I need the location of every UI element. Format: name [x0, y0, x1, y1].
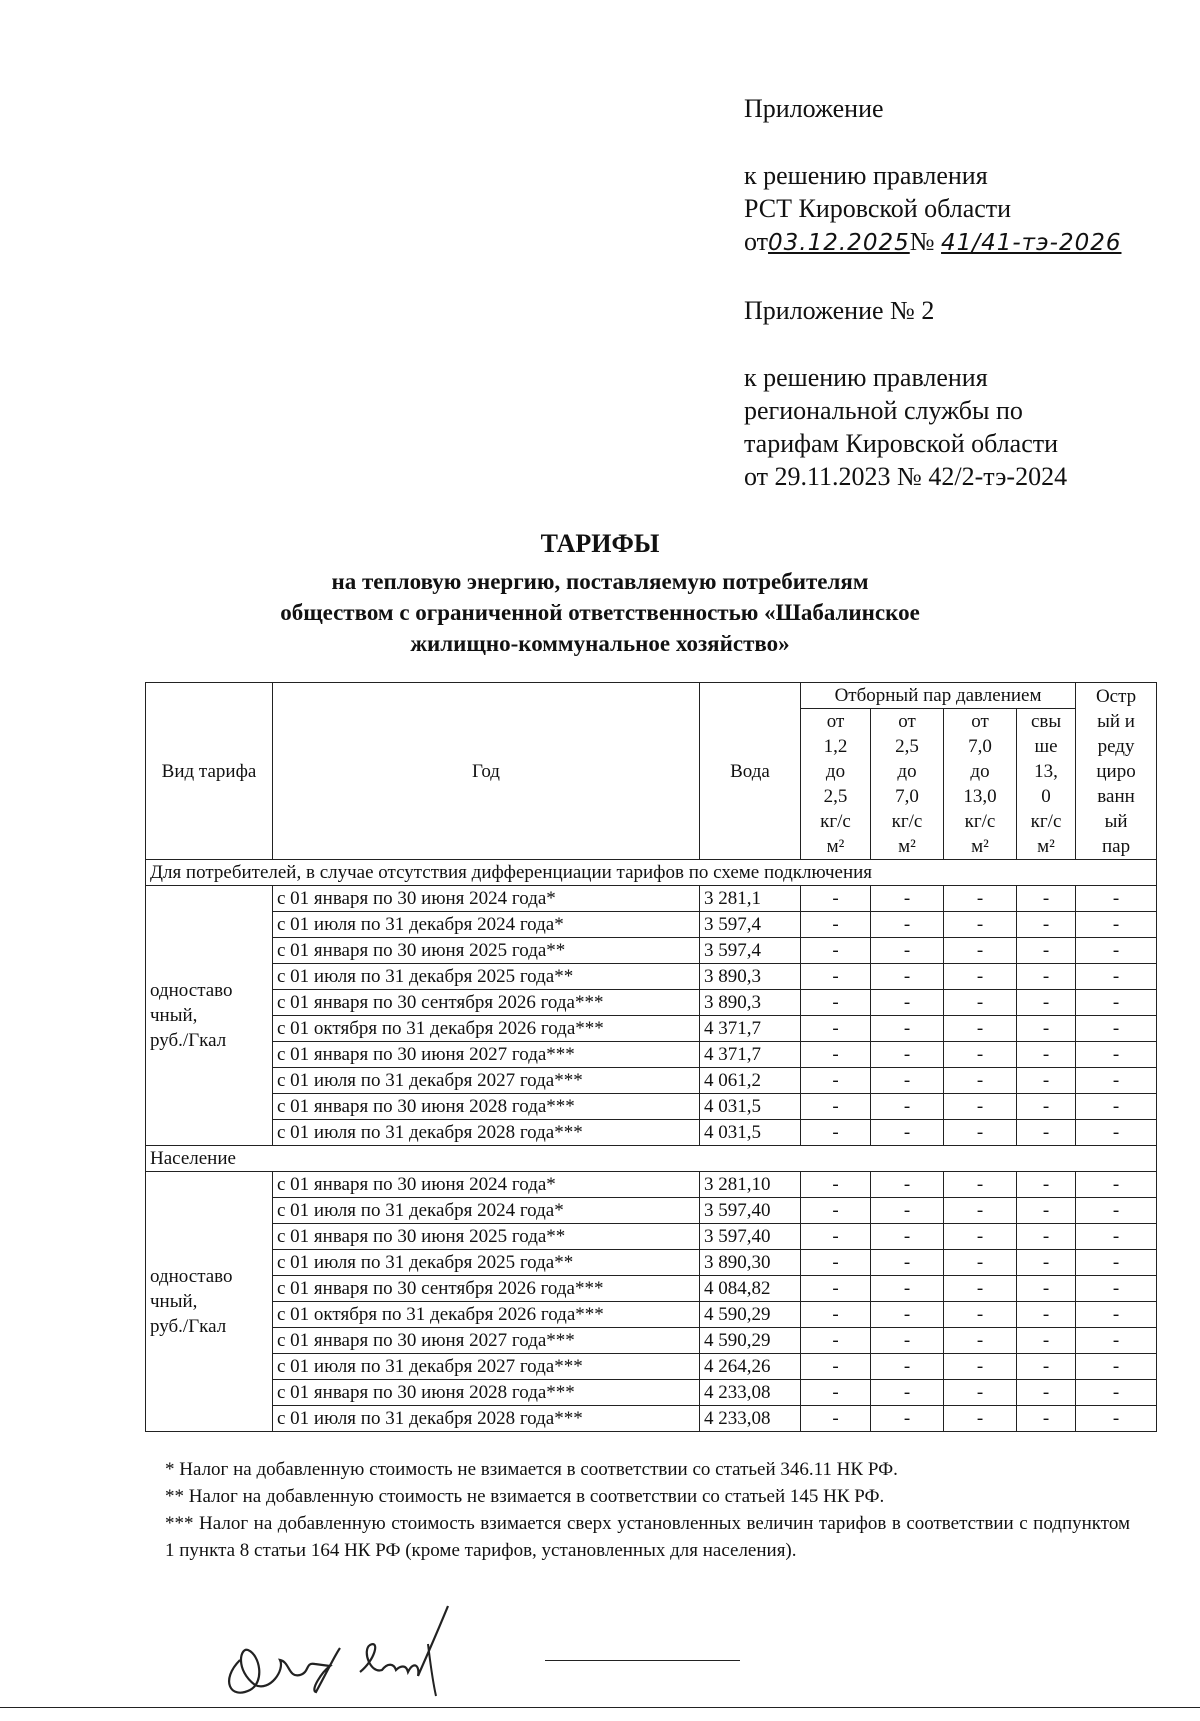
steam-tariff-cell: - — [801, 912, 871, 938]
cell-line: Остр — [1095, 685, 1137, 707]
annex-number-sign: № — [909, 227, 935, 256]
water-tariff-cell: 4 031,5 — [700, 1120, 801, 1146]
water-tariff-cell: 4 590,29 — [700, 1302, 801, 1328]
steam-tariff-cell: - — [1076, 1120, 1157, 1146]
water-tariff-cell: 4 371,7 — [700, 1016, 801, 1042]
steam-tariff-cell: - — [871, 1276, 944, 1302]
steam-tariff-cell: - — [1017, 1094, 1076, 1120]
annex2-decision-line: к решению правления — [744, 363, 988, 392]
footnote-1: * Налог на добавленную стоимость не взимается в соответствии со статьей 346.11 НК РФ. — [165, 1459, 898, 1480]
document-title — [180, 526, 1020, 659]
table-row — [146, 1354, 1157, 1380]
cell-line: одноставо — [150, 980, 233, 1001]
table-row — [146, 1198, 1157, 1224]
period-cell: с 01 октября по 31 декабря 2026 года*** — [273, 1302, 700, 1328]
period-cell: с 01 января по 30 сентября 2026 года*** — [273, 990, 700, 1016]
page-bottom-rule — [0, 1707, 1200, 1708]
cell-line: м² — [826, 836, 845, 857]
steam-tariff-cell: - — [944, 912, 1017, 938]
steam-tariff-cell: - — [944, 1016, 1017, 1042]
cell-line: чный, — [150, 1005, 198, 1026]
cell-line: от — [826, 711, 845, 732]
steam-tariff-cell: - — [944, 1094, 1017, 1120]
steam-tariff-cell: - — [871, 990, 944, 1016]
steam-tariff-cell: - — [871, 1068, 944, 1094]
water-tariff-cell: 3 890,30 — [700, 1250, 801, 1276]
table-row — [146, 990, 1157, 1016]
cell-line: ванн — [1097, 785, 1135, 807]
steam-tariff-cell: - — [801, 1094, 871, 1120]
steam-tariff-cell: - — [871, 938, 944, 964]
steam-tariff-cell: - — [944, 1198, 1017, 1224]
steam-tariff-cell: - — [801, 1354, 871, 1380]
table-row — [146, 1042, 1157, 1068]
steam-tariff-cell: - — [944, 1380, 1017, 1406]
steam-tariff-cell: - — [1017, 1380, 1076, 1406]
period-cell: с 01 июля по 31 декабря 2027 года*** — [273, 1068, 700, 1094]
tariff-kind — [146, 886, 273, 1146]
water-tariff-cell: 3 597,4 — [700, 912, 801, 938]
steam-tariff-cell: - — [1076, 1276, 1157, 1302]
signature-image — [210, 1600, 510, 1710]
table-row — [146, 1250, 1157, 1276]
period-cell: с 01 января по 30 июня 2028 года*** — [273, 1380, 700, 1406]
steam-tariff-cell: - — [801, 1198, 871, 1224]
period-cell: с 01 июля по 31 декабря 2024 года* — [273, 1198, 700, 1224]
period-cell: с 01 октября по 31 декабря 2026 года*** — [273, 1016, 700, 1042]
header-year: Год — [273, 683, 700, 860]
annex-title: Приложение — [744, 94, 884, 123]
period-cell: с 01 июля по 31 декабря 2027 года*** — [273, 1354, 700, 1380]
steam-tariff-cell: - — [801, 1380, 871, 1406]
period-cell: с 01 января по 30 июня 2024 года* — [273, 886, 700, 912]
water-tariff-cell: 4 061,2 — [700, 1068, 801, 1094]
water-tariff-cell: 4 084,82 — [700, 1276, 801, 1302]
water-tariff-cell: 3 597,40 — [700, 1224, 801, 1250]
water-tariff-cell: 3 281,10 — [700, 1172, 801, 1198]
steam-tariff-cell: - — [1076, 964, 1157, 990]
steam-tariff-cell: - — [1017, 1172, 1076, 1198]
steam-tariff-cell: - — [1076, 1328, 1157, 1354]
table-row — [146, 1328, 1157, 1354]
steam-tariff-cell: - — [944, 1172, 1017, 1198]
annex-authority-line: РСТ Кировской области — [744, 194, 1012, 223]
water-tariff-cell: 3 281,1 — [700, 886, 801, 912]
table-row — [146, 938, 1157, 964]
title-main: ТАРИФЫ — [540, 529, 660, 558]
section-title-row — [146, 860, 1157, 886]
cell-line: 7,0 — [968, 736, 992, 757]
water-tariff-cell: 3 597,4 — [700, 938, 801, 964]
water-tariff-cell: 4 031,5 — [700, 1094, 801, 1120]
steam-tariff-cell: - — [1076, 1094, 1157, 1120]
period-cell: с 01 января по 30 июня 2028 года*** — [273, 1094, 700, 1120]
water-tariff-cell: 3 890,3 — [700, 964, 801, 990]
cell-line: 13, — [1034, 761, 1058, 782]
table-row — [146, 1120, 1157, 1146]
cell-line: свы — [1030, 711, 1062, 732]
table-row — [146, 1276, 1157, 1302]
cell-line: реду — [1097, 735, 1135, 757]
cell-line: м² — [898, 836, 916, 857]
water-tariff-cell: 3 890,3 — [700, 990, 801, 1016]
cell-line: от — [971, 711, 989, 732]
tariff-table — [145, 682, 1157, 1432]
cell-line: м² — [1037, 836, 1055, 857]
steam-tariff-cell: - — [1017, 964, 1076, 990]
steam-tariff-cell: - — [944, 1354, 1017, 1380]
steam-tariff-cell: - — [1017, 938, 1076, 964]
annex2-title: Приложение № 2 — [744, 296, 935, 325]
section-title: Для потребителей, в случае отсутствия дифференциации тарифов по схеме подключения — [146, 860, 1157, 886]
steam-tariff-cell: - — [801, 938, 871, 964]
footnote-3: *** Налог на добавленную стоимость взимается сверх установленных величин тарифов в соответствии с подпунктом 1 пункта 8 статьи 164 НК РФ (кроме тарифов, установленных для населения). — [165, 1513, 1130, 1561]
annex2-date-line: от 29.11.2023 № 42/2-тэ-2024 — [744, 462, 1068, 491]
period-cell: с 01 января по 30 июня 2027 года*** — [273, 1328, 700, 1354]
steam-tariff-cell: - — [1017, 886, 1076, 912]
annex-date-line — [744, 225, 1164, 260]
steam-tariff-cell: - — [871, 1328, 944, 1354]
period-cell: с 01 июля по 31 декабря 2025 года** — [273, 1250, 700, 1276]
steam-tariff-cell: - — [801, 1172, 871, 1198]
title-line-1: на тепловую энергию, поставляемую потребителям — [331, 569, 869, 594]
steam-tariff-cell: - — [801, 1120, 871, 1146]
steam-tariff-cell: - — [801, 1276, 871, 1302]
steam-tariff-cell: - — [871, 1042, 944, 1068]
steam-tariff-cell: - — [944, 1406, 1017, 1432]
steam-tariff-cell: - — [1076, 886, 1157, 912]
steam-tariff-cell: - — [1017, 912, 1076, 938]
water-tariff-cell: 4 264,26 — [700, 1354, 801, 1380]
cell-line: кг/с — [964, 811, 996, 832]
cell-line: до — [897, 761, 917, 782]
steam-tariff-cell: - — [944, 1042, 1017, 1068]
water-tariff-cell: 4 233,08 — [700, 1380, 801, 1406]
steam-tariff-cell: - — [1076, 1380, 1157, 1406]
steam-tariff-cell: - — [801, 1042, 871, 1068]
steam-tariff-cell: - — [801, 1224, 871, 1250]
steam-tariff-cell: - — [801, 1068, 871, 1094]
steam-tariff-cell: - — [871, 1224, 944, 1250]
period-cell: с 01 января по 30 июня 2025 года** — [273, 938, 700, 964]
table-row — [146, 1380, 1157, 1406]
annex-block — [744, 92, 1164, 493]
steam-tariff-cell: - — [1076, 1042, 1157, 1068]
steam-tariff-cell: - — [801, 1406, 871, 1432]
header-sharp-steam — [1076, 683, 1157, 860]
annex2-service-line: региональной службы по — [744, 396, 1023, 425]
steam-tariff-cell: - — [1076, 1068, 1157, 1094]
steam-tariff-cell: - — [1017, 1250, 1076, 1276]
water-tariff-cell: 3 597,40 — [700, 1198, 801, 1224]
cell-line: руб./Гкал — [150, 1316, 227, 1337]
steam-tariff-cell: - — [944, 886, 1017, 912]
water-tariff-cell: 4 233,08 — [700, 1406, 801, 1432]
table-row — [146, 1068, 1157, 1094]
footnotes — [165, 1456, 1130, 1564]
table-row — [146, 886, 1157, 912]
table-row — [146, 1302, 1157, 1328]
title-line-2: обществом с ограниченной ответственностью «Шабалинское — [280, 600, 920, 625]
table-row — [146, 1172, 1157, 1198]
steam-tariff-cell: - — [944, 1276, 1017, 1302]
steam-tariff-cell: - — [871, 1172, 944, 1198]
steam-tariff-cell: - — [1076, 1406, 1157, 1432]
cell-line: 2,5 — [895, 736, 919, 757]
cell-line: до — [825, 761, 846, 782]
steam-tariff-cell: - — [1017, 1276, 1076, 1302]
steam-tariff-cell: - — [944, 938, 1017, 964]
cell-line: до — [970, 761, 990, 782]
header-steam-group: Отборный пар давлением — [801, 683, 1076, 709]
steam-tariff-cell: - — [1076, 1198, 1157, 1224]
steam-tariff-cell: - — [944, 1250, 1017, 1276]
steam-tariff-cell: - — [1076, 990, 1157, 1016]
water-tariff-cell: 4 371,7 — [700, 1042, 801, 1068]
annex2-authority-line: тарифам Кировской области — [744, 429, 1059, 458]
section-title-row — [146, 1146, 1157, 1172]
steam-tariff-cell: - — [1017, 1302, 1076, 1328]
cell-line: 1,2 — [823, 736, 848, 757]
period-cell: с 01 июля по 31 декабря 2025 года** — [273, 964, 700, 990]
period-cell: с 01 июля по 31 декабря 2024 года* — [273, 912, 700, 938]
header-water: Вода — [700, 683, 801, 860]
steam-tariff-cell: - — [1017, 1224, 1076, 1250]
period-cell: с 01 июля по 31 декабря 2028 года*** — [273, 1120, 700, 1146]
steam-tariff-cell: - — [871, 964, 944, 990]
cell-line: 2,5 — [823, 786, 848, 807]
table-row — [146, 964, 1157, 990]
steam-tariff-cell: - — [1076, 938, 1157, 964]
cell-line: чный, — [150, 1291, 198, 1312]
footnote-2: ** Налог на добавленную стоимость не взимается в соответствии со статьей 145 НК РФ. — [165, 1486, 885, 1507]
steam-tariff-cell: - — [1076, 912, 1157, 938]
period-cell: с 01 января по 30 июня 2024 года* — [273, 1172, 700, 1198]
period-cell: с 01 января по 30 июня 2027 года*** — [273, 1042, 700, 1068]
steam-tariff-cell: - — [944, 1068, 1017, 1094]
steam-tariff-cell: - — [871, 1250, 944, 1276]
steam-tariff-cell: - — [801, 1016, 871, 1042]
steam-tariff-cell: - — [1017, 1120, 1076, 1146]
steam-tariff-cell: - — [801, 964, 871, 990]
steam-tariff-cell: - — [1017, 1406, 1076, 1432]
table-row — [146, 1016, 1157, 1042]
cell-line: ый и — [1097, 710, 1135, 732]
steam-tariff-cell: - — [1017, 1042, 1076, 1068]
cell-line: пар — [1101, 835, 1131, 857]
handwritten-date: 03.12.2025 — [768, 230, 910, 256]
water-tariff-cell: 4 590,29 — [700, 1328, 801, 1354]
steam-tariff-cell: - — [944, 1120, 1017, 1146]
cell-line: 0 — [1041, 786, 1051, 807]
handwritten-number: 41/41-тэ-2026 — [941, 230, 1122, 256]
steam-tariff-cell: - — [801, 1328, 871, 1354]
steam-tariff-cell: - — [944, 1224, 1017, 1250]
cell-line: циро — [1096, 760, 1136, 782]
period-cell: с 01 января по 30 июня 2025 года** — [273, 1224, 700, 1250]
steam-tariff-cell: - — [871, 886, 944, 912]
steam-tariff-cell: - — [871, 1120, 944, 1146]
cell-line: кг/с — [1030, 811, 1062, 832]
table-row — [146, 1094, 1157, 1120]
steam-tariff-cell: - — [1017, 1016, 1076, 1042]
steam-tariff-cell: - — [1076, 1302, 1157, 1328]
steam-tariff-cell: - — [871, 1198, 944, 1224]
steam-tariff-cell: - — [1017, 1198, 1076, 1224]
steam-tariff-cell: - — [1076, 1172, 1157, 1198]
steam-tariff-cell: - — [944, 990, 1017, 1016]
cell-line: кг/с — [891, 811, 923, 832]
period-cell: с 01 июля по 31 декабря 2028 года*** — [273, 1406, 700, 1432]
cell-line: кг/с — [820, 811, 851, 832]
steam-tariff-cell: - — [1017, 990, 1076, 1016]
steam-tariff-cell: - — [1017, 1354, 1076, 1380]
cell-line: ше — [1034, 736, 1058, 757]
signature-line — [545, 1660, 740, 1661]
annex-date-prefix: от — [744, 227, 769, 256]
steam-tariff-cell: - — [1017, 1328, 1076, 1354]
steam-tariff-cell: - — [944, 1328, 1017, 1354]
table-row — [146, 912, 1157, 938]
steam-tariff-cell: - — [1076, 1016, 1157, 1042]
steam-tariff-cell: - — [871, 1094, 944, 1120]
steam-tariff-cell: - — [871, 1354, 944, 1380]
steam-tariff-cell: - — [801, 990, 871, 1016]
steam-tariff-cell: - — [944, 1302, 1017, 1328]
steam-tariff-cell: - — [871, 912, 944, 938]
table-row — [146, 1406, 1157, 1432]
header-row-1 — [146, 683, 1157, 709]
cell-line: 13,0 — [963, 786, 997, 807]
steam-tariff-cell: - — [871, 1302, 944, 1328]
steam-tariff-cell: - — [871, 1380, 944, 1406]
header-kind: Вид тарифа — [146, 683, 273, 860]
steam-tariff-cell: - — [801, 886, 871, 912]
cell-line: ый — [1104, 810, 1128, 832]
title-line-3: жилищно-коммунальное хозяйство» — [410, 631, 790, 656]
header-p4 — [1017, 709, 1076, 860]
cell-line: одноставо — [150, 1266, 233, 1287]
steam-tariff-cell: - — [1076, 1224, 1157, 1250]
steam-tariff-cell: - — [1017, 1068, 1076, 1094]
steam-tariff-cell: - — [1076, 1250, 1157, 1276]
cell-line: от — [898, 711, 916, 732]
steam-tariff-cell: - — [944, 964, 1017, 990]
tariff-kind — [146, 1172, 273, 1432]
cell-line: руб./Гкал — [150, 1030, 227, 1051]
header-p1 — [801, 709, 871, 860]
steam-tariff-cell: - — [871, 1406, 944, 1432]
section-title: Население — [146, 1146, 1157, 1172]
period-cell: с 01 января по 30 сентября 2026 года*** — [273, 1276, 700, 1302]
table-row — [146, 1224, 1157, 1250]
cell-line: 7,0 — [895, 786, 919, 807]
steam-tariff-cell: - — [801, 1250, 871, 1276]
annex-decision-line: к решению правления — [744, 161, 988, 190]
header-p2 — [871, 709, 944, 860]
steam-tariff-cell: - — [871, 1016, 944, 1042]
header-p3 — [944, 709, 1017, 860]
steam-tariff-cell: - — [801, 1302, 871, 1328]
cell-line: м² — [971, 836, 989, 857]
steam-tariff-cell: - — [1076, 1354, 1157, 1380]
